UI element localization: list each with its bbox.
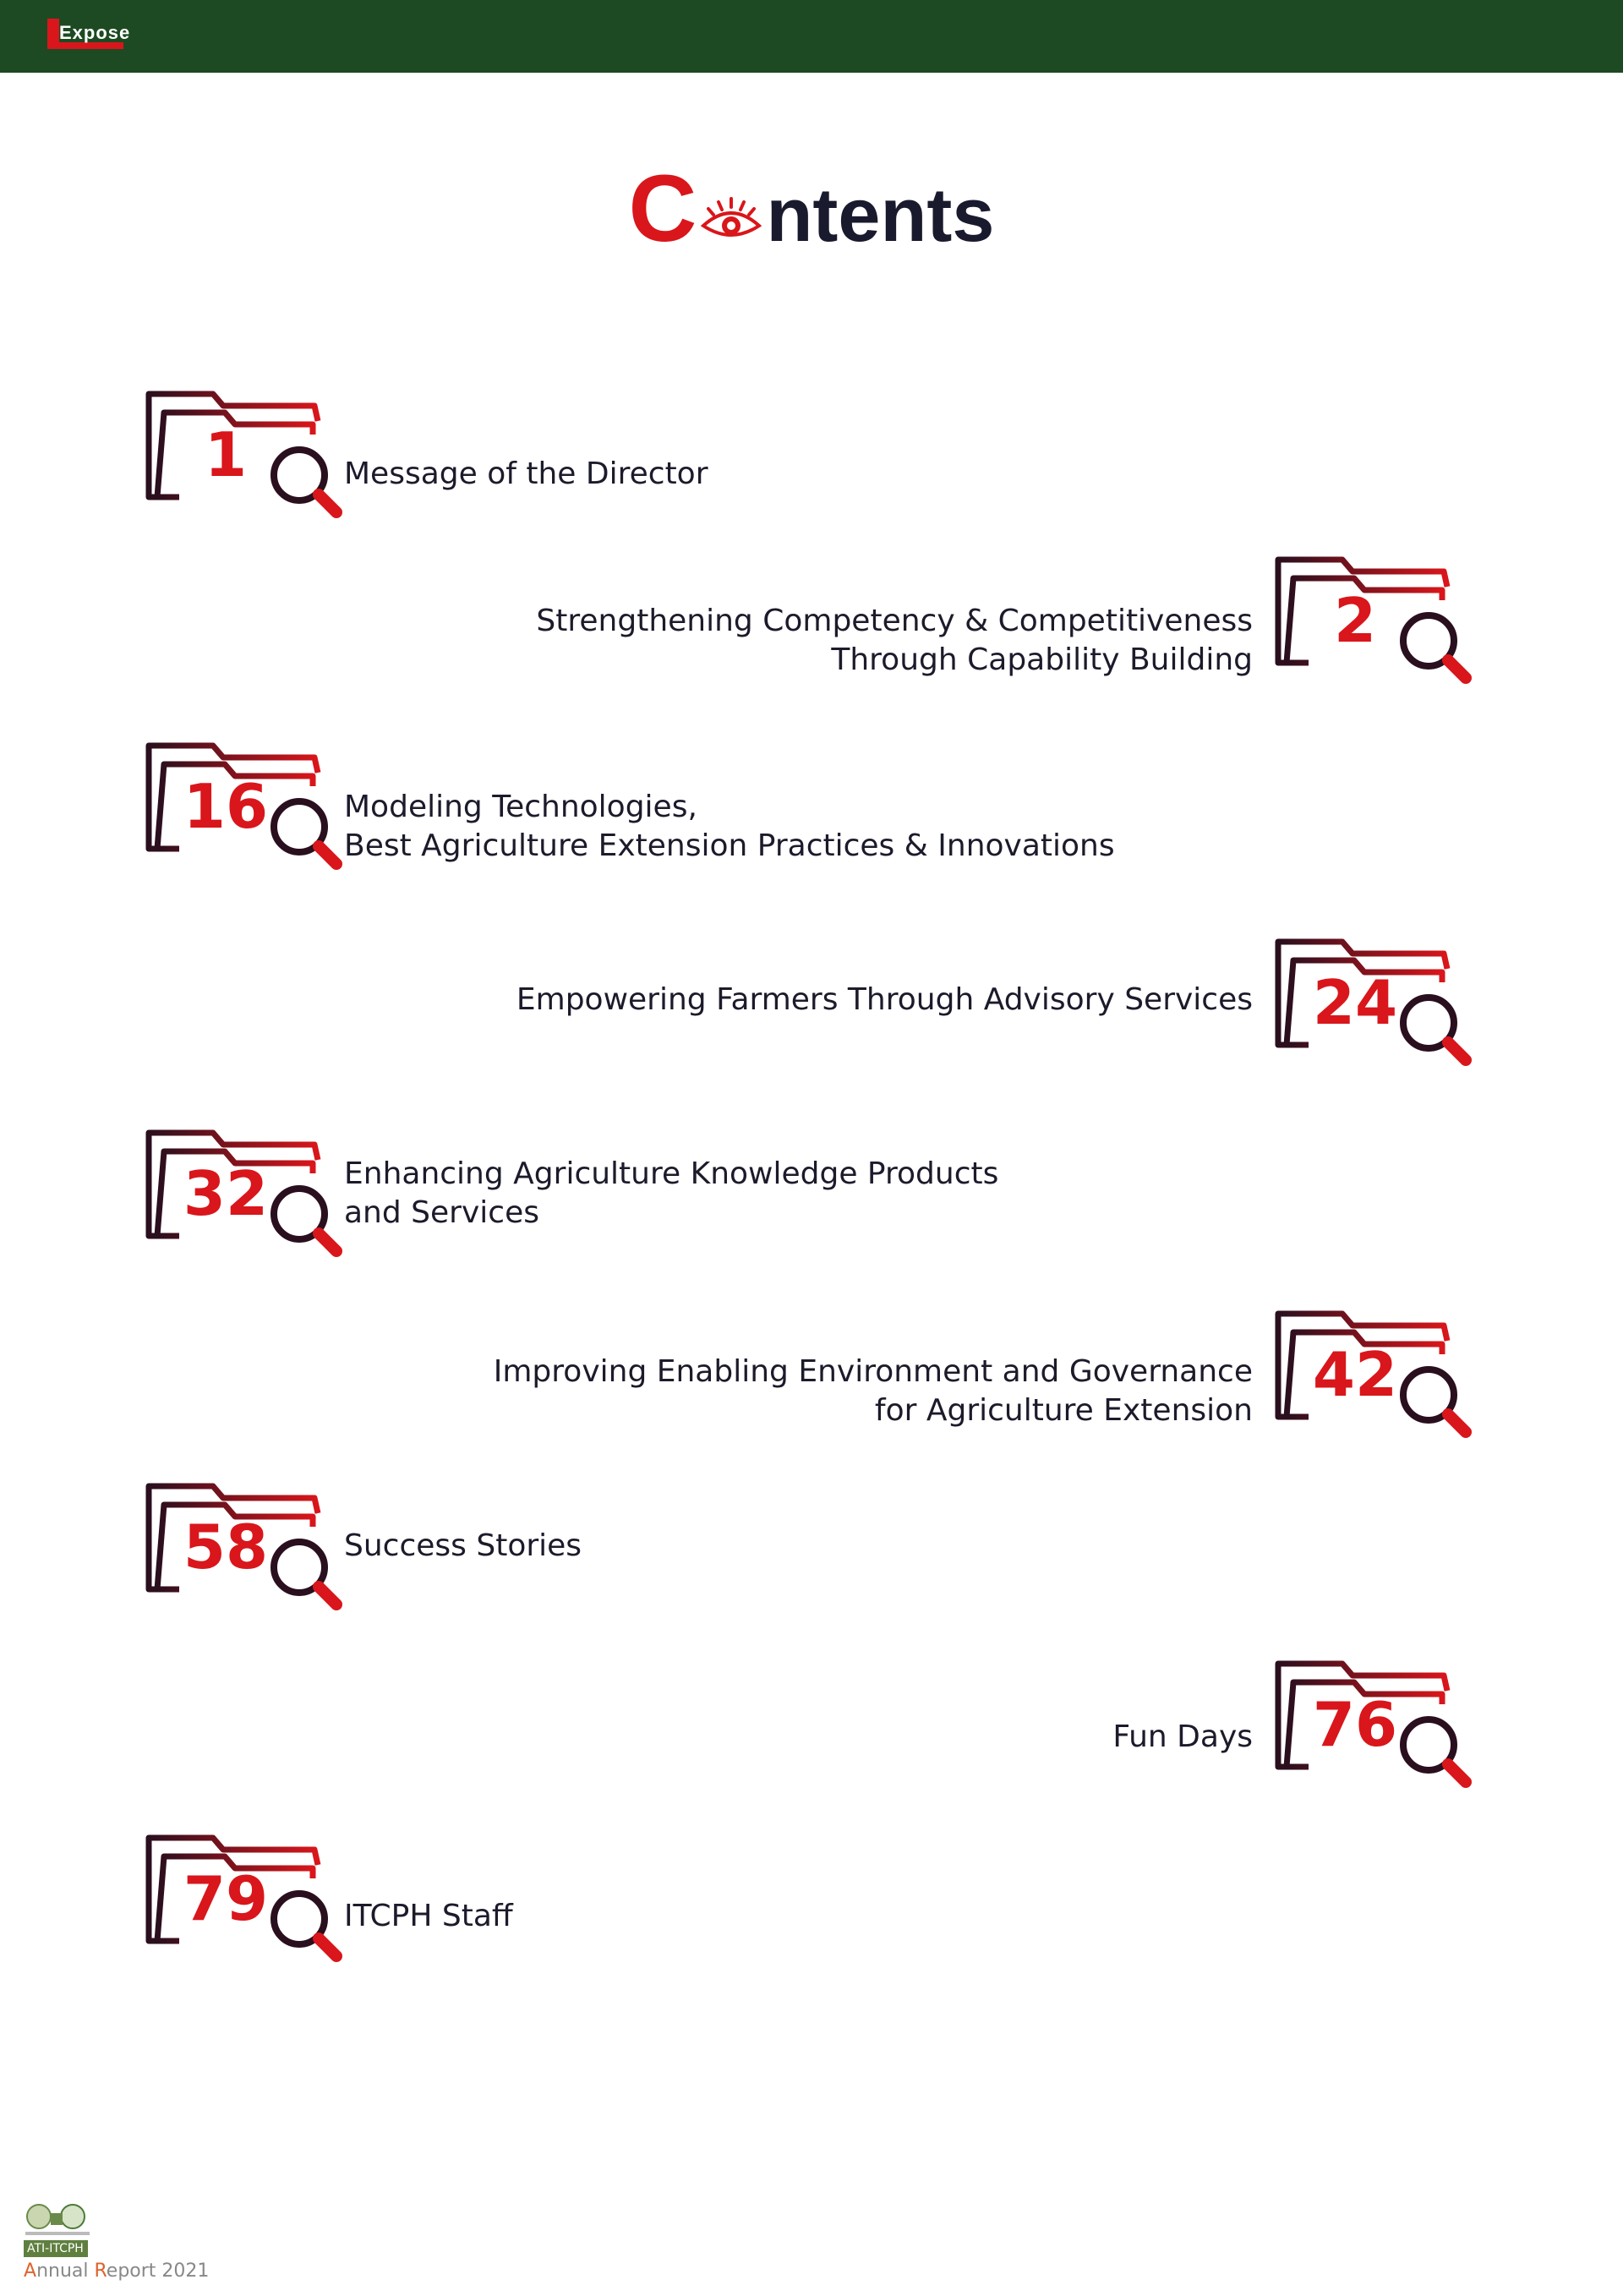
entry-line: Modeling Technologies, (344, 790, 697, 824)
page-number: 76 (1312, 1689, 1398, 1760)
contents-entry-title[interactable] (494, 1353, 1253, 1430)
page-title (0, 154, 1623, 271)
page-folder-icon[interactable] (145, 387, 348, 522)
header-logo (47, 19, 131, 49)
entry-line: ITCPH Staff (344, 1899, 513, 1933)
page-number: 32 (183, 1158, 269, 1229)
page-number: 1 (204, 419, 248, 490)
title-rest: ntents (766, 173, 995, 258)
contents-entry-title[interactable] (516, 981, 1253, 1020)
page-number: 2 (1333, 585, 1377, 656)
page-number: 16 (183, 771, 269, 842)
title-first-letter: C (628, 156, 697, 261)
entry-line: for Agriculture Extension (874, 1393, 1253, 1428)
contents-entry-title[interactable] (536, 602, 1253, 680)
footer (24, 2198, 243, 2282)
page-folder-icon[interactable] (1275, 553, 1478, 688)
eye-icon (700, 195, 762, 246)
page-folder-icon[interactable] (145, 739, 348, 874)
entry-line: Improving Enabling Environment and Governance (493, 1354, 1253, 1389)
contents-entry-title[interactable] (1112, 1718, 1253, 1757)
page-folder-icon[interactable] (145, 1126, 348, 1261)
page-number: 24 (1312, 967, 1398, 1038)
top-bar (0, 0, 1623, 73)
page-number: 42 (1312, 1339, 1398, 1410)
entry-line: Success Stories (344, 1528, 582, 1563)
page-folder-icon[interactable] (1275, 1307, 1478, 1442)
contents-entry-title[interactable] (344, 455, 708, 494)
entry-line: Enhancing Agriculture Knowledge Products (344, 1156, 999, 1191)
contents-entry-title[interactable] (344, 1155, 998, 1233)
page-number: 79 (183, 1863, 269, 1934)
page-folder-icon[interactable] (145, 1479, 348, 1615)
entry-line: Message of the Director (344, 456, 708, 491)
entry-line: and Services (344, 1195, 539, 1230)
contents-entry-title[interactable] (344, 1897, 513, 1936)
entry-line: Empowering Farmers Through Advisory Services (516, 982, 1253, 1017)
page-folder-icon[interactable] (145, 1831, 348, 1966)
entry-line: Best Agriculture Extension Practices & Innovations (344, 828, 1115, 863)
page-folder-icon[interactable] (1275, 935, 1478, 1070)
footer-org: ATI-ITCPH (27, 2242, 84, 2255)
entry-line: Fun Days (1112, 1719, 1253, 1754)
logo-text: Expose (59, 22, 131, 43)
footer-report-label: Annual Report 2021 (24, 2260, 210, 2282)
entry-line: Through Capability Building (831, 642, 1253, 677)
page-number: 58 (183, 1512, 269, 1583)
contents-entry-title[interactable] (344, 1527, 582, 1566)
entry-line: Strengthening Competency & Competitiveness (536, 604, 1253, 638)
page-folder-icon[interactable] (1275, 1657, 1478, 1792)
contents-entry-title[interactable] (344, 788, 1115, 866)
